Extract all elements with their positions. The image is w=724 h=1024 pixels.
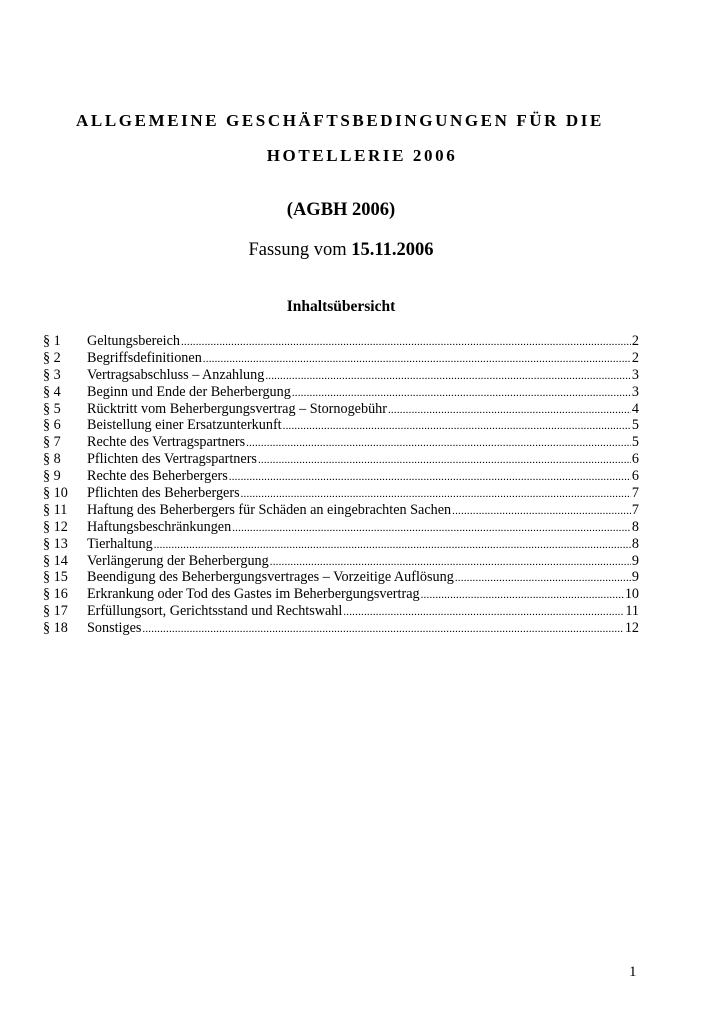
toc-section-number: § 15 xyxy=(43,569,68,586)
toc-entry[interactable] xyxy=(43,367,639,384)
toc-page-number: 5 xyxy=(631,434,639,451)
toc-page-number: 2 xyxy=(631,349,639,366)
toc-section-title: Haftung des Beherbergers für Schäden an eingebrachten Sachen xyxy=(87,501,452,518)
toc-section-number: § 14 xyxy=(43,552,68,569)
toc-leader-dots xyxy=(388,402,631,419)
toc-page-number: 6 xyxy=(631,451,639,468)
toc-section-number: § 3 xyxy=(43,366,61,383)
toc-section-number: § 16 xyxy=(43,586,68,603)
toc-leader-dots xyxy=(154,537,631,554)
toc-section-title: Beistellung einer Ersatzunterkunft xyxy=(87,417,282,434)
toc-leader-dots xyxy=(343,604,624,621)
toc-section-title: Rechte des Beherbergers xyxy=(87,468,228,485)
table-of-contents xyxy=(43,333,639,637)
toc-page-number: 10 xyxy=(624,586,639,603)
toc-entry[interactable] xyxy=(43,569,639,586)
toc-section-number: § 10 xyxy=(43,485,68,502)
toc-section-number: § 13 xyxy=(43,535,68,552)
toc-leader-dots xyxy=(292,385,631,402)
toc-entry[interactable] xyxy=(43,485,639,502)
toc-leader-dots xyxy=(452,503,631,520)
toc-entry[interactable] xyxy=(43,350,639,367)
toc-entry[interactable] xyxy=(43,468,639,485)
toc-entry[interactable] xyxy=(43,384,639,401)
version-date: 15.11.2006 xyxy=(351,240,434,260)
toc-section-title: Rechte des Vertragspartners xyxy=(87,434,246,451)
toc-entry[interactable] xyxy=(43,586,639,603)
toc-section-number: § 5 xyxy=(43,400,61,417)
toc-leader-dots xyxy=(203,351,631,368)
toc-page-number: 7 xyxy=(631,501,639,518)
toc-page-number: 6 xyxy=(631,468,639,485)
toc-leader-dots xyxy=(270,554,631,571)
toc-entry[interactable] xyxy=(43,451,639,468)
toc-entry[interactable] xyxy=(43,603,639,620)
toc-section-title: Haftungsbeschränkungen xyxy=(87,518,232,535)
page-number: 1 xyxy=(629,964,637,980)
toc-section-number: § 18 xyxy=(43,620,68,637)
toc-leader-dots xyxy=(229,469,631,486)
toc-section-number: § 12 xyxy=(43,518,68,535)
toc-section-title: Beginn und Ende der Beherbergung xyxy=(87,383,291,400)
toc-page-number: 3 xyxy=(631,383,639,400)
toc-section-number: § 1 xyxy=(43,333,61,349)
toc-section-number: § 9 xyxy=(43,468,61,485)
toc-section-title: Tierhaltung xyxy=(87,535,153,552)
toc-section-title: Pflichten des Vertragspartners xyxy=(87,451,257,468)
toc-entry[interactable] xyxy=(43,401,639,418)
toc-page-number: 8 xyxy=(631,518,639,535)
toc-entry[interactable] xyxy=(43,333,639,350)
toc-leader-dots xyxy=(455,570,631,587)
toc-page-number: 9 xyxy=(631,569,639,586)
toc-section-title: Erkrankung oder Tod des Gastes im Beherbergungsvertrag xyxy=(87,586,420,603)
toc-entry[interactable] xyxy=(43,417,639,434)
version-line xyxy=(0,240,682,261)
toc-section-number: § 2 xyxy=(43,349,61,366)
toc-section-title: Rücktritt vom Beherbergungsvertrag – Stornogebühr xyxy=(87,400,387,417)
toc-section-title: Verlängerung der Beherbergung xyxy=(87,552,269,569)
toc-page-number: 4 xyxy=(631,400,639,417)
toc-page-number: 5 xyxy=(631,417,639,434)
toc-leader-dots xyxy=(258,452,631,469)
toc-leader-dots xyxy=(181,334,631,351)
document-title-line2: HOTELLERIE 2006 xyxy=(266,146,458,165)
toc-page-number: 9 xyxy=(631,552,639,569)
toc-section-number: § 17 xyxy=(43,603,68,620)
toc-leader-dots xyxy=(246,435,631,452)
toc-entry[interactable] xyxy=(43,519,639,536)
toc-section-title: Geltungsbereich xyxy=(87,333,180,349)
toc-section-title: Vertragsabschluss – Anzahlung xyxy=(87,366,265,383)
toc-section-number: § 8 xyxy=(43,451,61,468)
document-subtitle: (AGBH 2006) xyxy=(286,200,396,220)
toc-page-number: 12 xyxy=(624,620,639,637)
toc-leader-dots xyxy=(421,587,624,604)
toc-section-number: § 11 xyxy=(43,501,68,518)
toc-section-title: Pflichten des Beherbergers xyxy=(87,485,240,502)
toc-page-number: 7 xyxy=(631,485,639,502)
document-title-line1: ALLGEMEINE GESCHÄFTSBEDINGUNGEN FÜR DIE xyxy=(76,111,604,130)
toc-section-number: § 7 xyxy=(43,434,61,451)
toc-entry[interactable] xyxy=(43,553,639,570)
toc-leader-dots xyxy=(283,418,631,435)
toc-entry[interactable] xyxy=(43,434,639,451)
version-prefix: Fassung vom xyxy=(248,240,352,260)
toc-leader-dots xyxy=(232,520,631,537)
toc-entry[interactable] xyxy=(43,536,639,553)
toc-leader-dots xyxy=(265,368,631,385)
toc-section-title: Beendigung des Beherbergungsvertrages – Vorzeitige Auflösung xyxy=(87,569,454,586)
toc-leader-dots xyxy=(241,486,631,503)
toc-page-number: 11 xyxy=(625,603,639,620)
toc-section-number: § 6 xyxy=(43,417,61,434)
toc-page-number: 3 xyxy=(631,366,639,383)
toc-page-number: 8 xyxy=(631,535,639,552)
toc-leader-dots xyxy=(142,621,623,638)
toc-section-number: § 4 xyxy=(43,383,61,400)
toc-entry[interactable] xyxy=(43,620,639,637)
toc-entry[interactable] xyxy=(43,502,639,519)
toc-page-number: 2 xyxy=(631,333,639,349)
toc-heading: Inhaltsübersicht xyxy=(286,298,396,315)
toc-section-title: Begriffsdefinitionen xyxy=(87,349,202,366)
toc-section-title: Sonstiges xyxy=(87,620,142,637)
toc-section-title: Erfüllungsort, Gerichtsstand und Rechtswahl xyxy=(87,603,343,620)
